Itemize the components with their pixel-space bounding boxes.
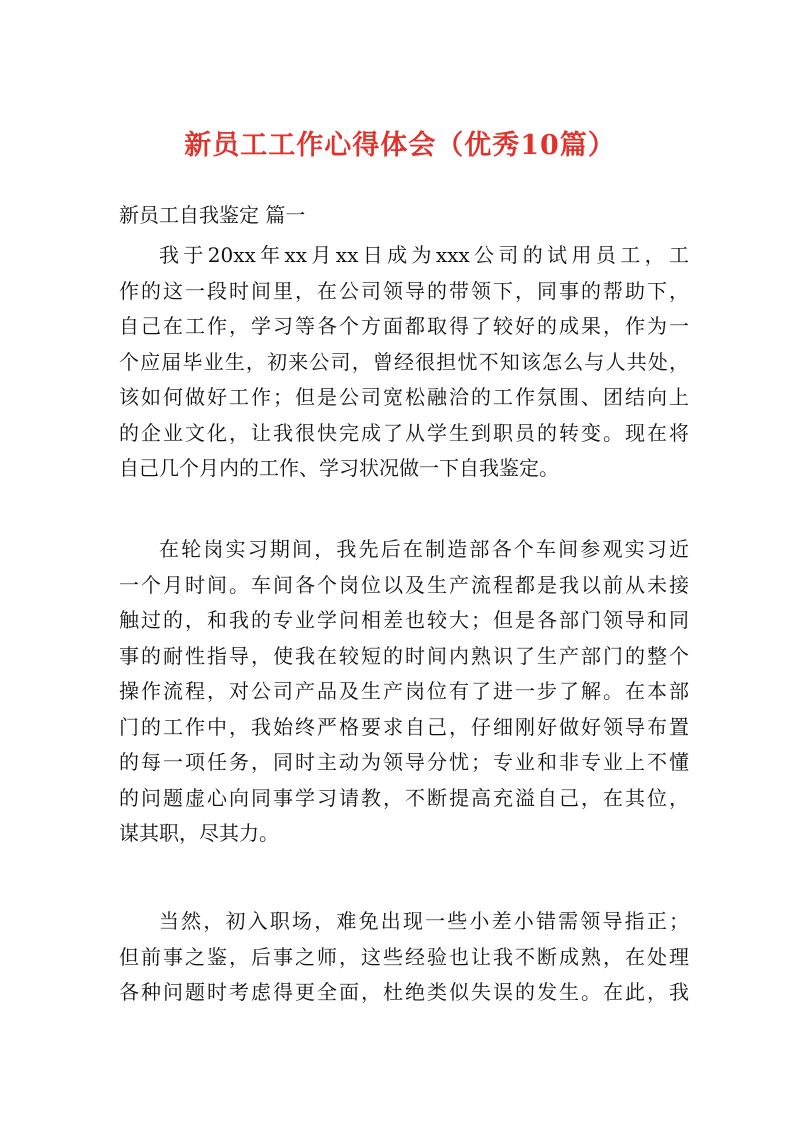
- section-heading: 新员工自我鉴定 篇一: [119, 203, 306, 227]
- paragraph-line: 但前事之鉴，后事之师，这些经验也让我不断成熟，在处理: [119, 944, 689, 969]
- paragraph-line: 的问题虚心向同事学习请教，不断提高充溢自己，在其位，: [119, 785, 689, 810]
- paragraph-line: 的企业文化，让我很快完成了从学生到职员的转变。现在将: [119, 420, 689, 445]
- paragraph-line: 我于20xx年xx月xx日成为xxx公司的试用员工，工: [159, 243, 689, 267]
- paragraph-line: 当然，初入职场，难免出现一些小差小错需领导指正；: [159, 909, 689, 933]
- paragraph-line: 各种问题时考虑得更全面，杜绝类似失误的发生。在此，我: [119, 980, 689, 1004]
- paragraph-line: 触过的，和我的专业学问相差也较大；但是各部门领导和同: [119, 608, 689, 632]
- paragraph-line: 门的工作中，我始终严格要求自己，仔细刚好做好领导布置: [119, 714, 689, 739]
- paragraph-line: 的每一项任务，同时主动为领导分忧；专业和非专业上不懂: [119, 750, 689, 774]
- paragraph-line: 一个月时间。车间各个岗位以及生产流程都是我以前从未接: [119, 572, 689, 597]
- paragraph-line: 作的这一段时间里，在公司领导的带领下，同事的帮助下，: [119, 278, 689, 303]
- paragraph-3: [119, 904, 689, 1011]
- paragraph-line: 事的耐性指导，使我在较短的时间内熟识了生产部门的整个: [119, 643, 689, 668]
- paragraph-line: 自己在工作，学习等各个方面都取得了较好的成果，作为一: [119, 314, 689, 338]
- paragraph-line: 个应届毕业生，初来公司，曾经很担忧不知该怎么与人共处，: [119, 349, 689, 374]
- paragraph-line: 谋其职，尽其力。: [119, 821, 279, 845]
- paragraph-line: 自己几个月内的工作、学习状况做一下自我鉴定。: [119, 456, 559, 480]
- paragraph-line: 操作流程，对公司产品及生产岗位有了进一步了解。在本部: [119, 679, 689, 703]
- paragraph-2: [119, 532, 689, 852]
- paragraph-line: 该如何做好工作；但是公司宽松融洽的工作氛围、团结向上: [119, 385, 689, 409]
- paragraph-line: 在轮岗实习期间，我先后在制造部各个车间参观实习近: [159, 537, 689, 561]
- document-title: 新员工工作心得体会（优秀10篇）: [184, 130, 616, 161]
- paragraph-1: [119, 238, 689, 487]
